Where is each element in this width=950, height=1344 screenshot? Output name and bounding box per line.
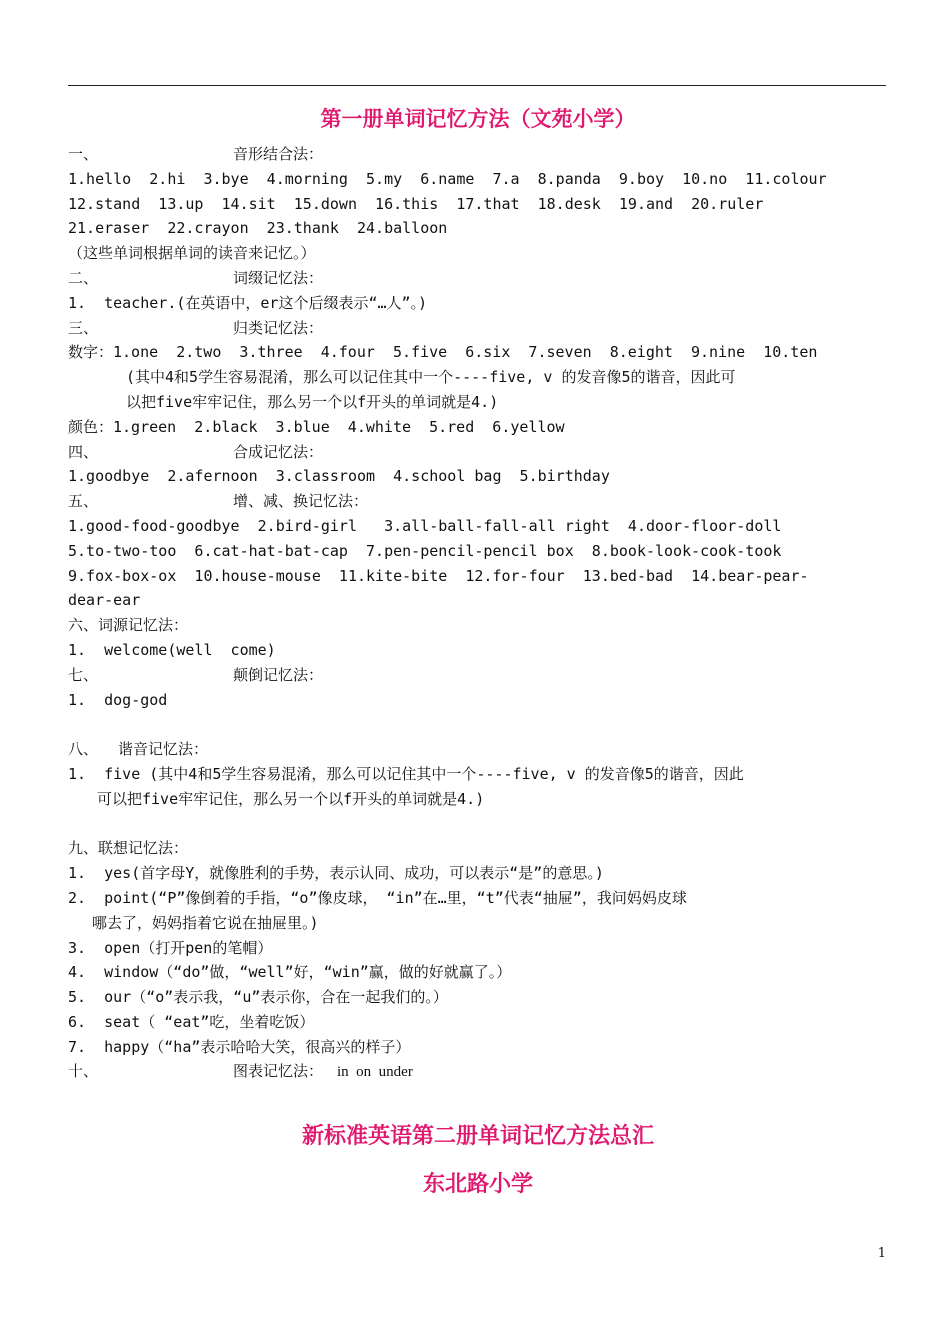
section-1-heading: 一、 音形结合法：	[68, 145, 324, 163]
section-8-item-1-cont: 可以把five牢牢记住，那么另一个以f开头的单词就是4.)	[97, 789, 485, 808]
section-9-item: 1. yes(首字母Y，就像胜利的手势，表示认同、成功，可以表示“是”的意思。)	[68, 864, 604, 883]
section-9-item-cont: 哪去了，妈妈指着它说在抽屉里。)	[92, 913, 319, 932]
section-10-heading: 十、 图表记忆法： in on under	[68, 1062, 413, 1081]
section-3-note-2: 以把five牢牢记住，那么另一个以f开头的单词就是4.)	[126, 392, 499, 411]
section-10-words: in on under	[337, 1064, 413, 1081]
section-9-item: 6. seat（ “eat”吃，坐着吃饭）	[68, 1012, 315, 1031]
page-title: 第一册单词记忆方法（文苑小学）	[320, 106, 636, 131]
section-5-words-2: 5.to-two-too 6.cat-hat-bat-cap 7.pen-pencil-pencil box 8.book-look-cook-took	[68, 541, 782, 560]
section-8-item-1: 1. five (其中4和5学生容易混淆，那么可以记住其中一个----five, v 的发音像5的谐音，因此	[68, 764, 744, 783]
section-3-colors: 颜色：1.green 2.black 3.blue 4.white 5.red 6.yellow	[68, 417, 565, 436]
section-1-note: （这些单词根据单词的读音来记忆。）	[68, 244, 316, 263]
section-9-item: 3. open（打开pen的笔帽）	[68, 938, 273, 957]
second-book-title: 新标准英语第二册单词记忆方法总汇	[301, 1123, 654, 1150]
section-1-words-3: 21.eraser 22.crayon 23.thank 24.balloon	[68, 219, 448, 238]
header-rule	[68, 85, 886, 86]
spacer	[68, 1151, 888, 1169]
section-2-heading: 二、 词缀记忆法：	[68, 268, 324, 287]
section-9-heading: 九、联想记忆法：	[68, 839, 189, 858]
school-name: 东北路小学	[422, 1171, 533, 1198]
section-5-words-1: 1.good-food-goodbye 2.bird-girl 3.all-ball-fall-all right 4.door-floor-doll	[68, 516, 782, 535]
section-5-words-3: 9.fox-box-ox 10.house-mouse 11.kite-bite 12.for-four 13.bed-bad 14.bear-pear-	[68, 566, 809, 585]
section-3-numbers: 数字：1.one 2.two 3.three 4.four 5.five 6.six 7.seven 8.eight 9.nine 10.ten	[68, 343, 818, 362]
section-1-words-2: 12.stand 13.up 14.sit 15.down 16.this 17.that 18.desk 19.and 20.ruler	[68, 194, 764, 213]
section-9-item: 5. our（“o”表示我，“u”表示你，合在一起我们的。）	[68, 988, 448, 1007]
section-6-item-1: 1. welcome(well come)	[68, 640, 276, 659]
section-3-note-1: (其中4和5学生容易混淆，那么可以记住其中一个----five, v 的发音像5的谐音，因此可	[126, 368, 736, 387]
section-9-item: 7. happy（“ha”表示哈哈大笑，很高兴的样子）	[68, 1037, 411, 1056]
spacer	[68, 712, 888, 737]
section-9-item: 2. point(“P”像倒着的手指，“o”像皮球， “in”在…里，“t”代表“抽屉”，我问妈妈皮球	[68, 888, 687, 907]
section-6-heading: 六、词源记忆法：	[68, 616, 189, 635]
section-7-item-1: 1. dog-god	[68, 690, 168, 709]
page-number: 1	[877, 1246, 886, 1261]
document-body	[68, 102, 888, 1199]
section-4-words: 1.goodbye 2.afernoon 3.classroom 4.school bag 5.birthday	[68, 467, 610, 486]
section-3-heading: 三、 归类记忆法：	[68, 318, 324, 337]
section-2-item-1: 1. teacher.(在英语中，er这个后缀表示“…人”。)	[68, 293, 428, 312]
section-5-heading: 五、 增、减、换记忆法：	[68, 492, 369, 511]
section-4-heading: 四、 合成记忆法：	[68, 442, 324, 461]
section-8-heading: 八、 谐音记忆法：	[68, 740, 209, 759]
section-7-heading: 七、 颠倒记忆法：	[68, 665, 324, 684]
section-9-item: 4. window（“do”做，“well”好，“win”赢，做的好就赢了。）	[68, 963, 512, 982]
section-5-words-4: dear-ear	[68, 591, 141, 610]
spacer	[68, 812, 888, 837]
spacer	[68, 1085, 888, 1121]
section-1-words-1: 1.hello 2.hi 3.bye 4.morning 5.my 6.name 7.a 8.panda 9.boy 10.no 11.colour	[68, 169, 827, 188]
